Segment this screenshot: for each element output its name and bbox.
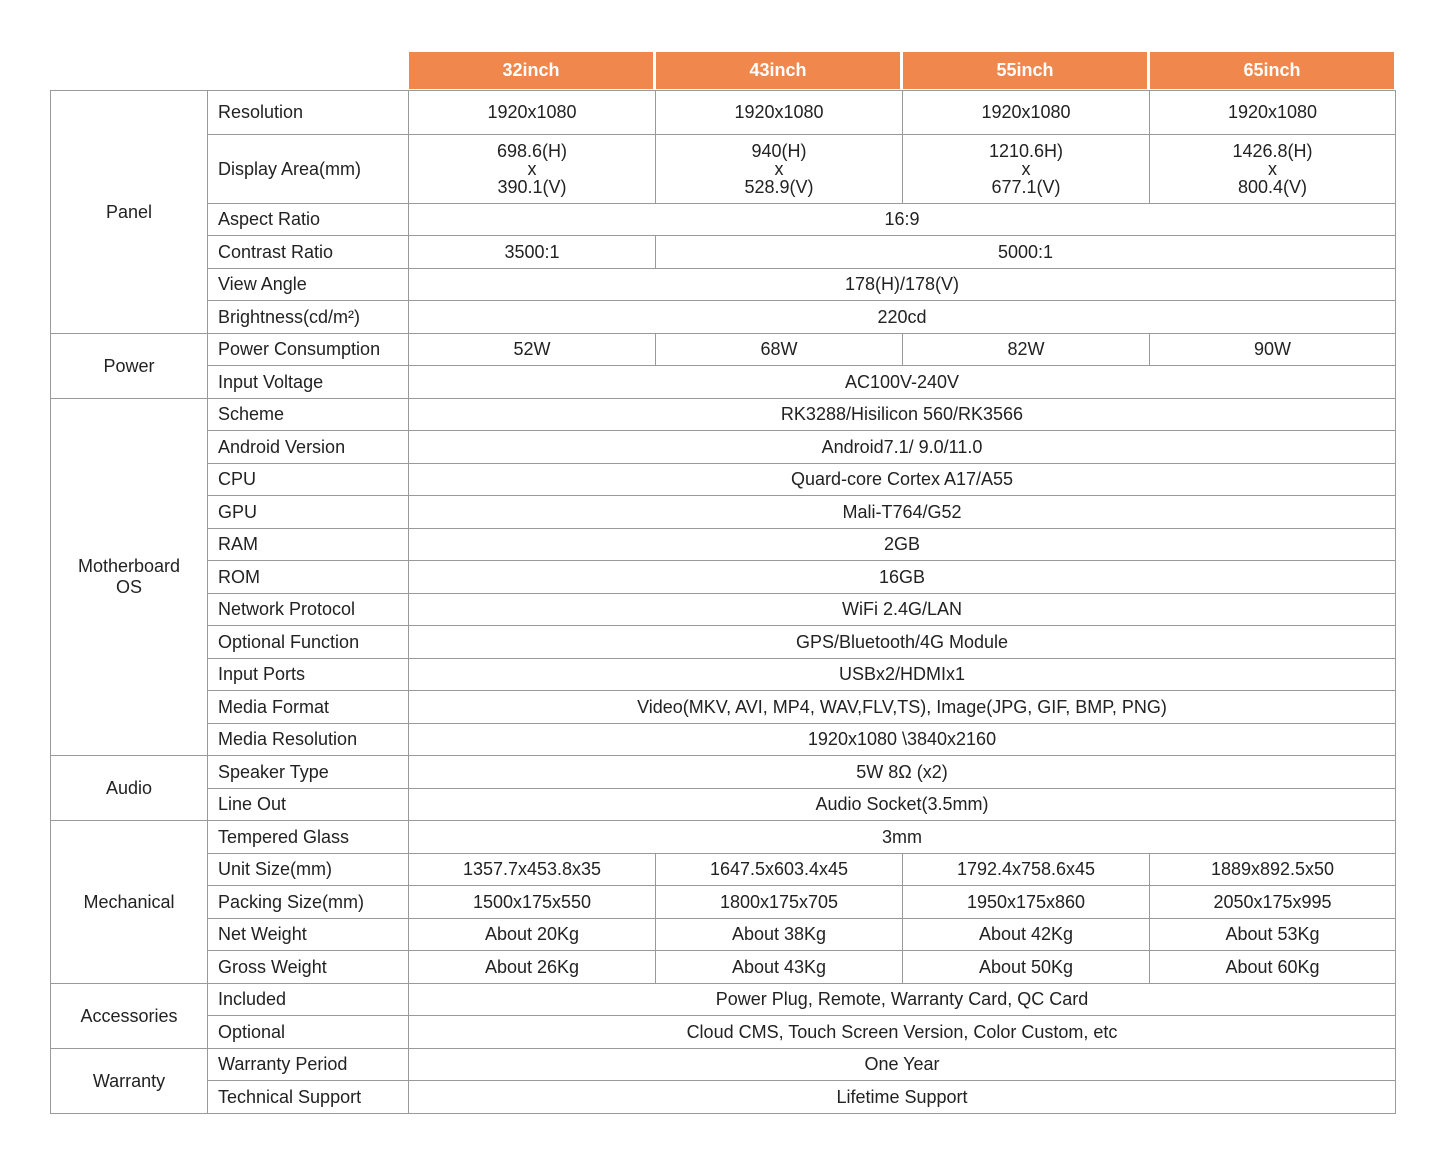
cell-value: 1920x1080 xyxy=(903,91,1150,135)
row-label: RAM xyxy=(208,529,409,561)
cell-value: About 50Kg xyxy=(903,951,1150,984)
cell-value: Audio Socket(3.5mm) xyxy=(409,789,1396,821)
cell-value: 16:9 xyxy=(409,204,1396,236)
cell-value: About 42Kg xyxy=(903,919,1150,951)
table-row xyxy=(51,951,1396,984)
table-row xyxy=(51,1049,1396,1081)
table-row xyxy=(51,399,1396,431)
group-mechanical: Mechanical xyxy=(51,821,208,984)
table-row xyxy=(51,91,1396,135)
row-label: Media Format xyxy=(208,691,409,724)
display-h: 1426.8(H) xyxy=(1232,141,1313,161)
row-label: Brightness(cd/m²) xyxy=(208,301,409,334)
cell-value: 52W xyxy=(409,334,656,366)
group-audio: Audio xyxy=(51,756,208,821)
table-row xyxy=(51,496,1396,529)
group-accessories: Accessories xyxy=(51,984,208,1049)
table-row xyxy=(51,366,1396,399)
cell-value: About 26Kg xyxy=(409,951,656,984)
row-label: Input Voltage xyxy=(208,366,409,399)
table-row xyxy=(51,334,1396,366)
cell-value: 90W xyxy=(1150,334,1396,366)
spec-table xyxy=(50,90,1396,1114)
cell-value: GPS/Bluetooth/4G Module xyxy=(409,626,1396,659)
row-label: Optional xyxy=(208,1016,409,1049)
table-row xyxy=(51,1081,1396,1114)
row-label: Packing Size(mm) xyxy=(208,886,409,919)
table-row xyxy=(51,301,1396,334)
row-label: Technical Support xyxy=(208,1081,409,1114)
cell-value: 178(H)/178(V) xyxy=(409,269,1396,301)
display-v: 800.4(V) xyxy=(1237,177,1308,197)
cell-value: Quard-core Cortex A17/A55 xyxy=(409,464,1396,496)
display-x: x xyxy=(1268,159,1277,179)
table-row xyxy=(51,135,1396,204)
cell-value: 220cd xyxy=(409,301,1396,334)
cell-value: 2GB xyxy=(409,529,1396,561)
table-row xyxy=(51,464,1396,496)
table-row xyxy=(51,236,1396,269)
display-h: 698.6(H) xyxy=(496,141,568,161)
cell-value: Video(MKV, AVI, MP4, WAV,FLV,TS), Image(JPG, GIF, BMP, PNG) xyxy=(409,691,1396,724)
row-label: Display Area(mm) xyxy=(208,135,409,204)
row-label: Unit Size(mm) xyxy=(208,854,409,886)
row-label: Resolution xyxy=(208,91,409,135)
cell-value: 82W xyxy=(903,334,1150,366)
cell-value: Lifetime Support xyxy=(409,1081,1396,1114)
table-row xyxy=(51,854,1396,886)
size-header-32: 32inch xyxy=(409,52,653,89)
cell-value: 3500:1 xyxy=(409,236,656,269)
group-panel: Panel xyxy=(51,91,208,334)
cell-value: 1950x175x860 xyxy=(903,886,1150,919)
cell-value: 1357.7x453.8x35 xyxy=(409,854,656,886)
table-row xyxy=(51,691,1396,724)
cell-value: AC100V-240V xyxy=(409,366,1396,399)
cell-value: 1920x1080 xyxy=(656,91,903,135)
display-v: 677.1(V) xyxy=(991,177,1061,197)
size-header-65: 65inch xyxy=(1150,52,1394,89)
cell-value xyxy=(409,135,656,204)
table-row xyxy=(51,756,1396,789)
row-label: Included xyxy=(208,984,409,1016)
cell-value: 1500x175x550 xyxy=(409,886,656,919)
row-label: Tempered Glass xyxy=(208,821,409,854)
cell-value: One Year xyxy=(409,1049,1396,1081)
cell-value: 1920x1080 \3840x2160 xyxy=(409,724,1396,756)
row-label: Scheme xyxy=(208,399,409,431)
cell-value: 1920x1080 xyxy=(409,91,656,135)
row-label: ROM xyxy=(208,561,409,594)
cell-value: WiFi 2.4G/LAN xyxy=(409,594,1396,626)
display-h: 1210.6H) xyxy=(988,141,1064,161)
cell-value: Cloud CMS, Touch Screen Version, Color Custom, etc xyxy=(409,1016,1396,1049)
row-label: Line Out xyxy=(208,789,409,821)
cell-value: Mali-T764/G52 xyxy=(409,496,1396,529)
cell-value: RK3288/Hisilicon 560/RK3566 xyxy=(409,399,1396,431)
table-row xyxy=(51,724,1396,756)
cell-value: About 60Kg xyxy=(1150,951,1396,984)
group-motherboard: Motherboard OS xyxy=(51,399,208,756)
size-header-55: 55inch xyxy=(903,52,1147,89)
cell-value: 3mm xyxy=(409,821,1396,854)
row-label: Net Weight xyxy=(208,919,409,951)
row-label: Gross Weight xyxy=(208,951,409,984)
cell-value: About 53Kg xyxy=(1150,919,1396,951)
display-v: 528.9(V) xyxy=(744,177,814,197)
row-label: Optional Function xyxy=(208,626,409,659)
cell-value: 1920x1080 xyxy=(1150,91,1396,135)
table-row xyxy=(51,204,1396,236)
display-x: x xyxy=(1021,159,1031,179)
display-x: x xyxy=(527,159,537,179)
table-row xyxy=(51,886,1396,919)
cell-value: USBx2/HDMIx1 xyxy=(409,659,1396,691)
table-row xyxy=(51,659,1396,691)
cell-value xyxy=(656,135,903,204)
cell-value: 1800x175x705 xyxy=(656,886,903,919)
table-row xyxy=(51,561,1396,594)
table-row xyxy=(51,269,1396,301)
cell-value: 1792.4x758.6x45 xyxy=(903,854,1150,886)
cell-value: 1889x892.5x50 xyxy=(1150,854,1396,886)
row-label: GPU xyxy=(208,496,409,529)
display-h: 940(H) xyxy=(751,141,807,161)
row-label: Speaker Type xyxy=(208,756,409,789)
table-row xyxy=(51,529,1396,561)
display-x: x xyxy=(774,159,784,179)
cell-value: Android7.1/ 9.0/11.0 xyxy=(409,431,1396,464)
cell-value: Power Plug, Remote, Warranty Card, QC Card xyxy=(409,984,1396,1016)
row-label: View Angle xyxy=(208,269,409,301)
group-warranty: Warranty xyxy=(51,1049,208,1114)
size-header-43: 43inch xyxy=(656,52,900,89)
row-label: Media Resolution xyxy=(208,724,409,756)
row-label: Aspect Ratio xyxy=(208,204,409,236)
row-label: Network Protocol xyxy=(208,594,409,626)
table-row xyxy=(51,1016,1396,1049)
cell-value: About 38Kg xyxy=(656,919,903,951)
table-row xyxy=(51,919,1396,951)
table-row xyxy=(51,821,1396,854)
cell-value xyxy=(1150,135,1396,204)
row-label: Contrast Ratio xyxy=(208,236,409,269)
table-row xyxy=(51,431,1396,464)
cell-value xyxy=(903,135,1150,204)
display-v: 390.1(V) xyxy=(497,177,567,197)
cell-value: About 43Kg xyxy=(656,951,903,984)
row-label: CPU xyxy=(208,464,409,496)
cell-value: 5W 8Ω (x2) xyxy=(409,756,1396,789)
table-row xyxy=(51,594,1396,626)
row-label: Power Consumption xyxy=(208,334,409,366)
row-label: Input Ports xyxy=(208,659,409,691)
row-label: Android Version xyxy=(208,431,409,464)
table-row xyxy=(51,789,1396,821)
cell-value: About 20Kg xyxy=(409,919,656,951)
cell-value: 5000:1 xyxy=(656,236,1396,269)
cell-value: 2050x175x995 xyxy=(1150,886,1396,919)
group-power: Power xyxy=(51,334,208,399)
row-label: Warranty Period xyxy=(208,1049,409,1081)
cell-value: 16GB xyxy=(409,561,1396,594)
size-header xyxy=(409,52,1394,89)
table-row xyxy=(51,626,1396,659)
cell-value: 68W xyxy=(656,334,903,366)
cell-value: 1647.5x603.4x45 xyxy=(656,854,903,886)
table-row xyxy=(51,984,1396,1016)
